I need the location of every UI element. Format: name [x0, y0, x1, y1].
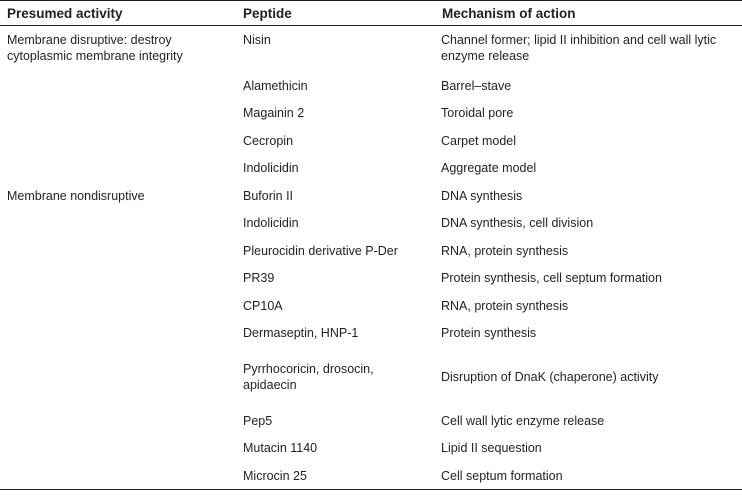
activity-cell-empty: [0, 209, 236, 237]
activity-cell-empty: [0, 462, 236, 490]
peptide-cell: Pep5: [243, 413, 273, 428]
table-row: [0, 434, 742, 462]
activity-cell: Membrane disruptive: destroy cytoplasmic membrane integrity: [7, 33, 183, 63]
mechanism-cell: Protein synthesis: [441, 326, 537, 340]
peptide-cell: Indolicidin: [243, 216, 299, 230]
mechanism-cell: Carpet model: [441, 133, 517, 148]
mechanism-cell: Channel former; lipid II inhibition and cell wall lytic enzyme release: [441, 33, 717, 63]
table-row: [0, 26, 742, 72]
peptide-cell: Nisin: [243, 33, 271, 47]
table-row: [0, 462, 742, 490]
peptide-cell: Buforin II: [243, 188, 294, 203]
activity-cell-empty: [0, 127, 236, 155]
table-row: [0, 347, 742, 407]
table-row: [0, 154, 742, 182]
mechanism-cell: RNA, protein synthesis: [441, 298, 569, 313]
table-header: [0, 1, 742, 26]
peptide-cell: Pleurocidin derivative P-Der: [243, 243, 398, 258]
header-mechanism-of-action: Mechanism of action: [435, 1, 742, 26]
table-row: [0, 182, 742, 210]
mechanism-cell: Cell septum formation: [435, 462, 742, 490]
mechanism-cell: Barrel–stave: [441, 78, 512, 93]
peptide-cell: PR39: [243, 271, 275, 285]
activity-cell-empty: [0, 237, 236, 265]
mechanism-cell: Cell wall lytic enzyme release: [441, 413, 605, 428]
activity-cell-empty: [0, 154, 236, 182]
activity-cell-empty: [0, 292, 236, 320]
peptide-cell: Cecropin: [243, 133, 294, 148]
peptide-cell: CP10A: [243, 298, 283, 313]
header-peptide: Peptide: [236, 1, 435, 26]
peptide-cell: Mutacin 1140: [243, 441, 318, 455]
peptide-cell: Pyrrhocoricin, drosocin, apidaecin: [243, 361, 374, 392]
table-row: [0, 127, 742, 155]
activity-cell-empty: [0, 72, 236, 100]
activity-cell-empty: [0, 99, 236, 127]
table-row: [0, 209, 742, 237]
mechanism-cell: RNA, protein synthesis: [441, 243, 569, 258]
peptide-cell: Microcin 25: [236, 462, 435, 490]
peptide-cell: Alamethicin: [243, 78, 308, 93]
mechanism-cell: Aggregate model: [441, 161, 537, 175]
mechanism-cell: DNA synthesis: [441, 188, 523, 203]
mechanism-cell: Toroidal pore: [441, 106, 514, 120]
activity-cell: Membrane nondisruptive: [7, 188, 145, 203]
table-row: [0, 72, 742, 100]
table-row: [0, 237, 742, 265]
table-row: [0, 407, 742, 435]
mechanism-cell: Lipid II sequestion: [441, 441, 542, 455]
header-presumed-activity: Presumed activity: [0, 1, 236, 26]
activity-cell-empty: [0, 319, 236, 347]
mechanism-cell: Protein synthesis, cell septum formation: [441, 271, 662, 285]
table-row: [0, 319, 742, 347]
activity-cell-empty: [0, 347, 236, 407]
header-row: [0, 1, 742, 26]
table-row: [0, 292, 742, 320]
table-row: [0, 99, 742, 127]
table-body: [0, 26, 742, 490]
mechanism-cell: DNA synthesis, cell division: [441, 216, 594, 230]
table-row: [0, 264, 742, 292]
activity-cell-empty: [0, 407, 236, 435]
peptide-cell: Indolicidin: [243, 161, 299, 175]
activity-cell-empty: [0, 264, 236, 292]
peptide-cell: Dermaseptin, HNP-1: [243, 326, 359, 340]
mechanism-cell: Disruption of DnaK (chaperone) activity: [441, 369, 659, 384]
activity-cell-empty: [0, 434, 236, 462]
peptide-cell: Magainin 2: [243, 106, 305, 120]
